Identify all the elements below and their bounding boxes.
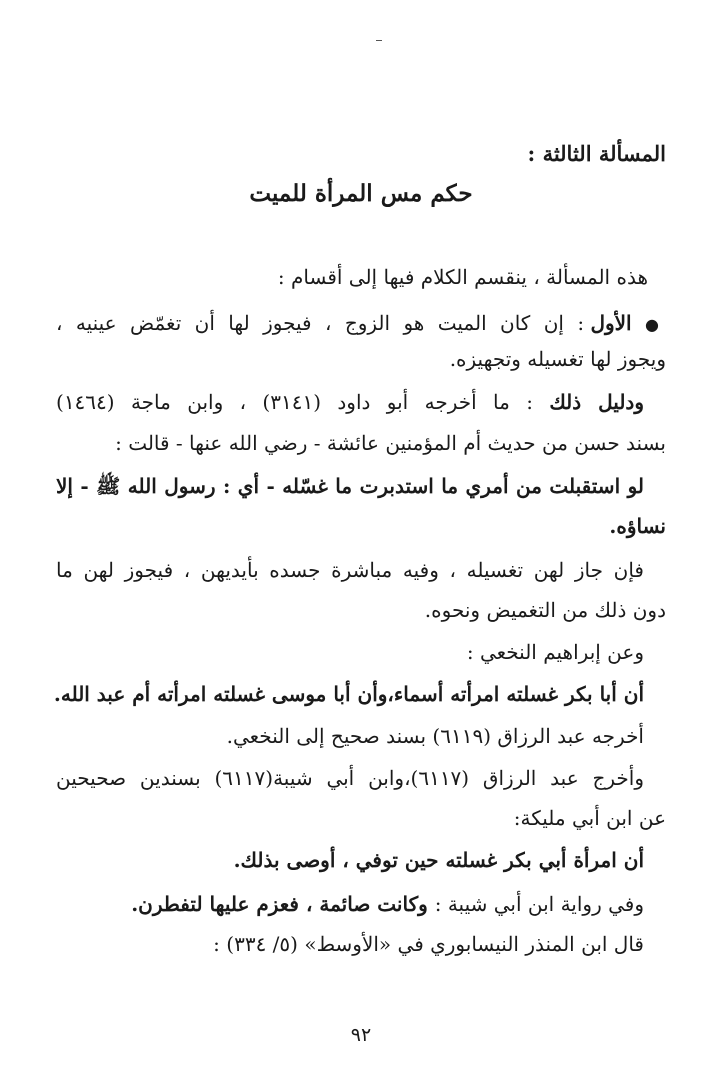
text-line	[56, 764, 644, 792]
bullet-icon: ●	[644, 315, 666, 334]
text-lead: الأول	[590, 311, 632, 335]
text-line	[56, 388, 644, 416]
text-line: أن أبا بكر غسلته امرأته أسماء،وأن أبا موسى غسلته امرأته أم عبد الله.	[53, 682, 644, 706]
text-line: أخرجه عبد الرزاق (٦١١٩) بسند صحيح إلى النخعي.	[226, 724, 644, 748]
text-line: دون ذلك من التغميض ونحوه.	[424, 598, 666, 622]
text-line: لو استقبلت من أمري ما استدبرت ما غسّله - أي : رسول الله ﷺ - إلا	[56, 474, 644, 498]
text-body: وأخرج عبد الرزاق (٦١١٧)،وابن أبي شيبة(٦١١٧) بسندين صحيحين	[56, 766, 644, 790]
text-line: نساؤه.	[609, 514, 666, 538]
text-lead: وفي رواية ابن أبي شيبة :	[434, 892, 644, 916]
page-title: حكم مس المرأة للميت	[249, 180, 473, 207]
section-label: المسألة الثالثة :	[527, 141, 666, 166]
text-line	[56, 309, 666, 339]
text-body: وكانت صائمة ، فعزم عليها لتفطرن.	[131, 892, 435, 916]
text-line: عن ابن أبي مليكة:	[513, 806, 666, 830]
text-line: فإن جاز لهن تغسيله ، وفيه مباشرة جسده بأيديهن ، فيجوز لهن ما	[56, 558, 644, 582]
text-line: وعن إبراهيم النخعي :	[466, 640, 644, 664]
text-line: هذه المسألة ، ينقسم الكلام فيها إلى أقسام :	[277, 265, 648, 289]
text-lead: ودليل ذلك	[549, 390, 644, 414]
header-dash	[376, 40, 382, 41]
page-number: ٩٢	[350, 1024, 372, 1046]
text-body: : ما أخرجه أبو داود (٣١٤١) ، وابن ماجة (١٤٦٤)	[56, 390, 550, 414]
text-line: أن امرأة أبي بكر غسلته حين توفي ، أوصى بذلك.	[233, 848, 644, 872]
text-line	[56, 890, 644, 918]
text-line: ويجوز لها تغسيله وتجهيزه.	[449, 347, 666, 371]
text-line: قال ابن المنذر النيسابوري في «الأوسط» (٥/ ٣٣٤) :	[213, 932, 644, 956]
text-body: : إن كان الميت هو الزوج ، فيجوز لها أن تغمّض عينيه ،	[56, 311, 591, 335]
text-line: بسند حسن من حديث أم المؤمنين عائشة - رضي الله عنها - قالت :	[115, 431, 666, 455]
